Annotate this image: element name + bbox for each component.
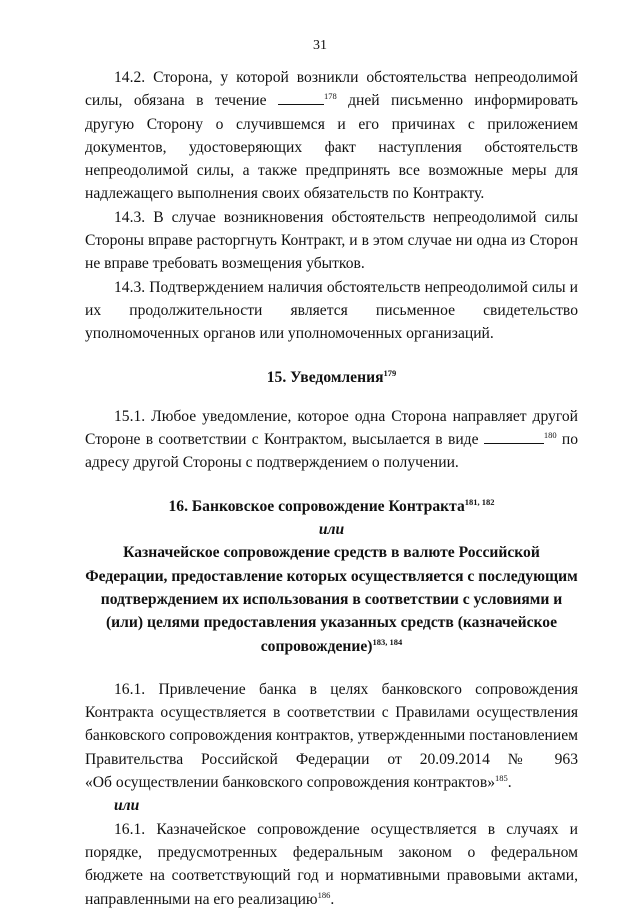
- paragraph-15-1-text-2: по адресу другой Стороны с подтверждением о получении.: [85, 431, 578, 472]
- paragraph-16-1a-last-text: «Об осуществлении банковского сопровождения контрактов»: [85, 774, 495, 792]
- paragraph-14-3a: 14.3. В случае возникновения обстоятельств непреодолимой силы Стороны вправе расторгнуть Контракт, и в этом случае ни одна из Сторон не вправе требовать возмещения убытков.: [85, 208, 578, 273]
- fill-in-blank: [278, 89, 324, 105]
- or-label: или: [318, 521, 345, 539]
- footnote-ref-183-184: 183, 184: [372, 636, 403, 647]
- footnote-ref-186: 186: [317, 889, 331, 900]
- document-body: [85, 66, 578, 911]
- paragraph-14-3b-line-1: 14.3. Подтверждением наличия обстоятельств непреодолимой силы и их продолжительности является письменное свидетельство: [85, 278, 578, 319]
- footnote-ref-181-182: 181, 182: [464, 496, 495, 507]
- fill-in-blank: [484, 428, 544, 444]
- footnote-ref-179: 179: [383, 367, 397, 378]
- section-16-heading: [85, 495, 578, 518]
- paragraph-14-2-text-2: дней письменно информировать другую Сторону о случившемся и его причинах с приложением документов, удостоверяющих факт наступления обстоятельств непреодолимой силы, а также предпринять все возможные меры для надлежащего выполнения своих обязательств по Контракту.: [85, 92, 578, 203]
- paragraph-16-1b-text: 16.1. Казначейское сопровождение осуществляется в случаях и порядке, предусмотренных федеральным законом о федеральном бюджете на соответствующий год и нормативными правовыми актами, направленными на его реализацию: [85, 820, 578, 908]
- section-16-alt-title: Казначейское сопровождение средств в валюте Российской Федерации, предоставление которых осуществляется с последующим подтверждением их использования в соответствии с условиями и (или) целями предоставления указанных средств (казначейское сопровождение): [85, 544, 578, 655]
- paragraph-16-1a: 16.1. Привлечение банка в целях банковского сопровождения Контракта осуществляется в соответствии с Правилами осуществления банковского сопровождения контрактов, утвержденными постановлением Правительства Российской Федерации от 20.09.2014 № 963: [85, 680, 578, 768]
- paragraph-15-1-text-1: 15.1. Любое уведомление, которое одна Сторона направляет другой Стороне в соответствии с Контрактом, высылается в виде: [85, 407, 578, 449]
- footnote-ref-180: 180: [543, 430, 557, 441]
- footnote-ref-185: 185: [495, 773, 508, 784]
- paragraph-14-2: [85, 66, 578, 206]
- section-16-title: 16. Банковское сопровождение Контракта: [168, 497, 465, 515]
- section-16-alt-heading: [85, 541, 578, 657]
- section-15-title: 15. Уведомления: [266, 368, 384, 386]
- or-label-2: или: [114, 797, 140, 815]
- section-15-heading: [85, 366, 578, 389]
- paragraph-16-1a-last-line: «Об осуществлении банковского сопровождения контрактов»$^{185}$.: [85, 773, 512, 792]
- paragraph-16-1b: 16.1. Казначейское сопровождение осуществляется в случаях и порядке, предусмотренных федеральным законом о федеральном бюджете на соответствующий год и нормативными правовыми актами, направленными на его реализацию$^{186}$.: [85, 820, 578, 908]
- footnote-ref-178: 178: [323, 91, 337, 102]
- paragraph-14-3b-line-2: уполномоченных органов или уполномоченных организаций.: [85, 325, 494, 343]
- page-number: 31: [313, 38, 327, 53]
- paragraph-14-2-text-1: 14.2. Сторона, у которой возникли обстоятельства непреодолимой силы, обязана в течение: [85, 69, 578, 110]
- paragraph-15-1: [85, 405, 578, 475]
